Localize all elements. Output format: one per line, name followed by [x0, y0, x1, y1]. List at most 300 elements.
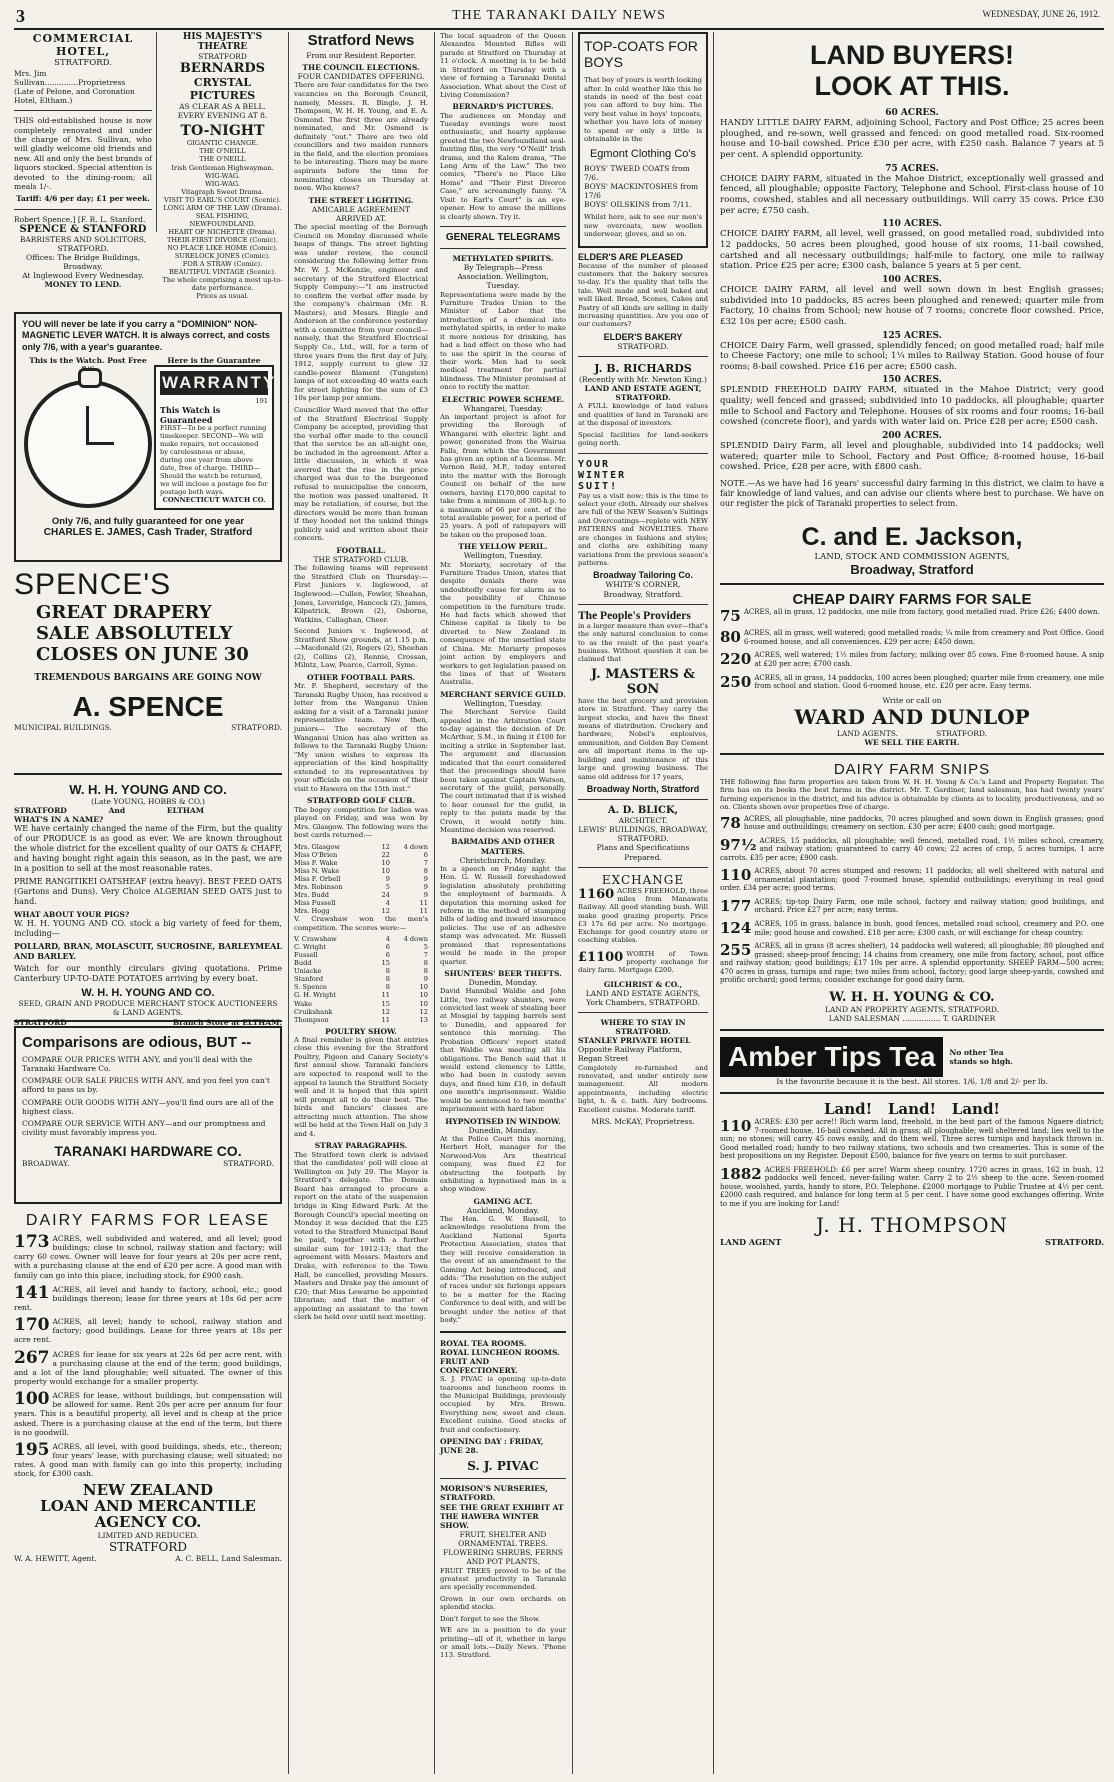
- farm-description: HANDY LITTLE DAIRY FARM, adjoining School, Factory and Post Office; 25 acres been ploughed, and re-sown, well grassed and fenced: on good metalled road. Six-roomed house and 10-bail cowshed. Price £30 per acre, with £250 cash. Balance 7 years at 5 per cent. A splendid opportunity.: [720, 118, 1104, 160]
- farm-acres-heading: 150 ACRES.: [882, 375, 942, 386]
- winter-body: Pay us a visit now; this is the time to select your cloth. Already our shelves are full of the NEW Season's Suitings and Overcoatings—replete with NEW PATTERNS and NOVELTIES. There are changes in fashions and styles; and cloths are exhibiting many variations from the previous season's patterns.: [578, 491, 708, 567]
- theatre-every: EVERY EVENING AT 8.: [177, 111, 268, 121]
- blick-address: LEWIS' BUILDINGS, BROADWAY, STRATFORD.: [578, 825, 708, 844]
- solicitor-money: MONEY TO LEND.: [44, 280, 122, 290]
- snips-salesman: LAND SALESMAN ................ T. GARDINER: [828, 1013, 996, 1023]
- golf-player: Stanford: [294, 975, 324, 984]
- golf-result: 9: [423, 874, 428, 883]
- pivac-name: S. J. PIVAC: [467, 1459, 539, 1474]
- ward-write: Write or call on: [882, 695, 942, 705]
- news-poultry: A final reminder is given that entries close this evening for the Stratford Poultry, Pigeon and Canary Society's first annual show. Taranaki fanciers are expected to respond well to the appeal to launch the Stratford Society well and it is hoped that this spirit will prompt all to do their best. The birds and fanciers' classes are attracting much attention. The show will be held at the Town Hall on July 3 and 4.: [294, 1035, 428, 1138]
- golf-handicap: 10: [381, 866, 390, 875]
- farms-lease-title: DAIRY FARMS FOR LEASE: [25, 1212, 271, 1229]
- lease-acres: 170: [14, 1315, 50, 1336]
- golf-handicap: 12: [381, 1007, 390, 1016]
- nzlm-line3: AGENCY CO.: [94, 1512, 202, 1531]
- blick-role: ARCHITECT.: [618, 815, 668, 825]
- farm-text: ACRES FREEHOLD: £6 per acre! Warm sheep country. 1720 acres in grass, 162 in bush, 12 paddocks well fenced, never-failing water. Carry 2 to 2½ sheep to the acre. Seven-roomed house, woolshed, yards, handy to store, P.O. Telephone. £2000 mortgage to Public Trustee at 4½ per cent. £2000 cash required, and balance for long term at 5 per cent. I have some good exchanges offering. Write to me if you are looking for Land!: [720, 1165, 1104, 1208]
- young-para4: POLLARD, BRAN, MOLASCUIT, SUCROSINE, BARLEYMEAL AND BARLEY.: [14, 940, 282, 961]
- tearooms-title2: ROYAL LUNCHEON ROOMS.: [440, 1347, 560, 1357]
- golf-result: 9: [423, 891, 428, 900]
- tearooms-opening: OPENING DAY : FRIDAY, JUNE 28.: [440, 1437, 544, 1456]
- spence-name: SPENCE'S: [14, 568, 172, 601]
- cheap-farms-title: CHEAP DAIRY FARMS FOR SALE: [792, 591, 1032, 609]
- young-question2: WHAT ABOUT YOUR PIGS?: [14, 909, 130, 919]
- golf-score-row: [294, 875, 428, 883]
- subheading-council: FOUR CANDIDATES OFFERING.: [297, 72, 425, 82]
- young-foot-left: STRATFORD: [14, 1017, 67, 1027]
- heading-hypnotised: HYPNOTISED IN WINDOW.: [445, 1116, 561, 1126]
- nursery-para3: Don't forget to see the Show.: [440, 1614, 541, 1623]
- heading-methylated: METHYLATED SPIRITS.: [452, 254, 554, 263]
- column-rule: [572, 32, 573, 1774]
- column-telegrams: [440, 32, 566, 1774]
- program-line: VISIT TO EARL'S COURT (Scenic).: [164, 195, 281, 204]
- farm-acres-heading: 110 ACRES.: [882, 219, 942, 230]
- hardware-line4: COMPARE OUR SERVICE WITH ANY—and our promptness and civility must favorably impress you.: [22, 1118, 266, 1137]
- nzlm-line1: NEW ZEALAND: [82, 1481, 214, 1500]
- news-methylated: Representations were made by the Furniture Trades Union to the Minister of Labor that the introduction of a chemical into methylated spirits, in order to make it more noxious for drinking, has had a bad effect on those who had to use the spirit in the course of their work. Men had to seek medical treatment for partial blindness. The Minister promised at once to rectify the matter.: [440, 290, 566, 392]
- farm-acres: 255: [720, 941, 752, 960]
- young-late: (Late YOUNG, HOBBS & CO.): [91, 797, 205, 806]
- theatre-program: [162, 139, 283, 300]
- masthead: [14, 6, 1104, 30]
- snips-list: [720, 815, 1104, 985]
- dateline-merchant: Wellington, Tuesday.: [463, 698, 543, 708]
- farm-acres: 75: [720, 607, 741, 626]
- exchange2-text: WORTH of Town property exchange for dairy farm. Mortgage £200.: [578, 949, 708, 975]
- golf-result: 12: [419, 1007, 428, 1016]
- golf-score-row: [294, 899, 428, 907]
- golf-player: Wake: [294, 999, 313, 1008]
- amber-title: Amber Tips Tea: [720, 1037, 943, 1077]
- farm-text: ACRES, all in grass (8 acres shelter), 14 paddocks well watered; all ploughable; 80 ploughed and grassed; sheep-proof fencing; 14 chains from creamery, one mile from factory, school, post office and railway station; good buildings; £17 10s per acre. A splendid opportunity. SHEEP FARM—500 acres; 470 acres in grass, turnips and rape; two miles from school, factory; good large sheep-yards, cowshed and prolific orchard; good terms; consider exchange for good dairy farm.: [720, 942, 1104, 985]
- spence-address: MUNICIPAL BUILDINGS.: [14, 723, 112, 732]
- snips-intro: THE following fine farm properties are taken from W. H. H. Young & Co.'s Land and Property Register. The firm has on its books the best farms in the district. Mr. T. Gardiner, land salesman, has had twenty years' farming experience in the district, and his advice is obtainable by clients as to locality, productiveness, and so on. Clients shown over properties free of charge.: [720, 778, 1104, 812]
- dateline-shunters: Dunedin, Monday.: [468, 978, 538, 988]
- dateline-electric: Whangarei, Tuesday.: [463, 403, 543, 413]
- golf-result: 10: [419, 999, 428, 1008]
- golf-result: 11: [419, 907, 428, 916]
- golf-handicap: 8: [385, 983, 390, 992]
- heading-golf: STRATFORD GOLF CLUB.: [307, 796, 415, 806]
- land-look-title: LOOK AT THIS.: [814, 71, 1010, 101]
- nursery-list2: FLOWERING SHRUBS, FERNS AND POT PLANTS.: [443, 1548, 563, 1567]
- farm-listing: [720, 867, 1104, 893]
- program-line: LONG ARM OF THE LAW (Drama).: [163, 203, 282, 212]
- farm-listing: [720, 898, 1104, 915]
- lease-acres: 100: [14, 1389, 50, 1410]
- lease-text: ACRES, all level, with good buildings, sheds, etc., thereon; four years' lease, with purchasing clause; well situated; no rates. A good man with family can go into this property, including stock, for £300 cash.: [14, 1441, 282, 1479]
- blick-name: A. D. BLICK,: [607, 804, 679, 816]
- golf-player: Miss N. Wake: [294, 866, 340, 875]
- jackson-name: C. and E. Jackson,: [801, 522, 1023, 551]
- golf-scores-men: [294, 935, 428, 1023]
- heading-lighting: THE STREET LIGHTING.: [308, 195, 414, 205]
- golf-handicap: 4: [385, 935, 390, 944]
- golf-score-row: [294, 959, 428, 967]
- golf-result: 10: [419, 983, 428, 992]
- tailoring-corner: WHITE'S CORNER,: [605, 580, 681, 590]
- golf-result: 9: [423, 883, 428, 891]
- watch-seller: CHARLES E. JAMES, Cash Trader, Stratford: [43, 527, 253, 539]
- golf-player: Miss Fussell: [294, 899, 336, 908]
- news-golf-men: V. Crawshaw won the men's competition. The scores were:—: [294, 915, 428, 932]
- farm-acres: 220: [720, 650, 752, 669]
- golf-player: Mrs. Budd: [294, 891, 330, 900]
- program-line: The whole comprising a most up-to-date performance.: [162, 275, 283, 292]
- issue-date: WEDNESDAY, JUNE 26, 1912.: [982, 9, 1100, 19]
- hotel-late: (Late of Pelone, and Coronation Hotel, Eltham.): [14, 86, 135, 106]
- young-para3: W. H. H. YOUNG AND CO. stock a big variety of feed for them, including—: [14, 918, 282, 938]
- golf-result: 6: [423, 850, 428, 859]
- golf-result: 4 down: [403, 935, 428, 944]
- farm-acres-heading: 60 ACRES.: [885, 108, 939, 118]
- watch-ad: [14, 312, 282, 562]
- golf-result: 8: [423, 866, 428, 875]
- hardware-town: STRATFORD.: [223, 1159, 274, 1169]
- golf-player: Fussell: [294, 951, 318, 960]
- watch-footer: Only 7/6, and fully guaranteed for one year: [51, 516, 245, 528]
- lease-item: [14, 1391, 282, 1437]
- golf-handicap: 10: [381, 858, 390, 867]
- golf-score-row: [294, 843, 428, 851]
- masters-address: Broadway North, Stratford: [586, 783, 700, 794]
- program-line: FOR A STRAW (Comic).: [182, 259, 263, 268]
- program-line: GIGANTIC CHANGE.: [186, 139, 259, 148]
- stanley-name: STANLEY PRIVATE HOTEL: [578, 1036, 691, 1046]
- farm-description: CHOICE DAIRY FARM, all level and well sown down in best English grasses; subdivided into 10 paddocks, 85 acres been ploughed and renewed; quarter mile from Factory, 10 chains from School; new house of 7 rooms; concrete floor cowshed. Price, £32 10s per acre; £500 cash.: [720, 284, 1104, 327]
- amber-tagline: Is the favourite because it is the best. All stores. 1/6, 1/8 and 2/- per lb.: [776, 1077, 1048, 1087]
- blick-plans: Plans and Specifications Prepared.: [596, 843, 690, 862]
- jackson-note: NOTE.—As we have had 16 years' successful dairy farming in this district, we claim to have a fair knowledge of land values, and can advise our clients where best to purchase. We have on our register the pick of Taranaki properties to select from.: [720, 479, 1104, 508]
- nursery-title: MORISON'S NURSERIES, STRATFORD.: [440, 1484, 548, 1503]
- golf-score-row: [294, 983, 428, 991]
- spence-ad: [14, 568, 282, 775]
- thompson-town: STRATFORD.: [1045, 1237, 1104, 1248]
- richards-name: J. B. RICHARDS: [594, 362, 692, 376]
- farm-listing: [720, 942, 1104, 985]
- program-line: Prices as usual.: [196, 292, 249, 301]
- golf-score-row: [294, 907, 428, 915]
- topcoats-line3: BOYS' OILSKINS from 7/11.: [584, 200, 692, 210]
- column-one: [14, 32, 282, 1774]
- young-towns: STRATFORD And ELTHAM: [14, 806, 205, 816]
- snips-role: LAND AN PROPERTY AGENTS, STRATFORD.: [825, 1004, 999, 1014]
- farm-description: SPLENDID Dairy Farm, all level and ploughable, subdivided into 14 paddocks; well watered; quarter mile to School, Factory and Post Office; 8-roomed house, 16-bail cowshed. Price, £28 per acre, with £800 cash.: [720, 441, 1104, 473]
- golf-player: Budd: [294, 959, 312, 968]
- masters-name: J. MASTERS & SON: [590, 666, 696, 697]
- richards-special: Special facilities for land-seekers going north.: [578, 430, 708, 448]
- golf-score-row: [294, 1000, 428, 1008]
- amber-ad: [720, 1037, 1104, 1077]
- heading-stray: STRAY PARAGRAPHS.: [314, 1141, 408, 1151]
- warranty-year: 191: [255, 397, 268, 406]
- heading-other-football: OTHER FOOTBALL PARS.: [307, 673, 415, 682]
- news-gaming: The Hon. G. W. Russell, to acknowledge resolutions from the Auckland National Sports Protection Association, states that they will receive consideration in the event of an amendment to the Gaming Act being introduced, and adds: "The resolution on the subject of races under six furlongs appears to be a matter for the Racing Conference to deal with, and will be brought under the notice of that body.": [440, 1215, 566, 1325]
- elders-town: STRATFORD.: [617, 341, 669, 351]
- golf-player: Cruikshank: [294, 1007, 333, 1016]
- news-bernards: The audiences on Monday and Tuesday evenings were most enthusiastic, and hearty applause greeted the two Newfoundland seal-hunting film, the very "O'Neill" Irish drama, and the Kalem drama, "The Long Arm of the Law." The two comics, "There's no Place Like Home" and "Their First Divorce Case," are screamingly funny. "A Visit to Earl's Court" is an eye-opener. How to amuse the millions is clearly shown. Try it.: [440, 111, 566, 221]
- elders-brand: ELDER'S BAKERY: [603, 331, 683, 342]
- watch-headline: YOU will never be late if you carry a "DOMINION" NON-MAGNETIC LEVER WATCH. It is always correct, and costs only 7/6, with a year's guarantee.: [22, 319, 270, 352]
- golf-player: Mrs. Robinson: [294, 883, 343, 891]
- nzlm-town: STRATFORD: [108, 1539, 188, 1554]
- solicitor-role: BARRISTERS AND SOLICITORS, STRATFORD.: [19, 234, 147, 253]
- tailoring-brand: Broadway Tailoring Co.: [593, 570, 693, 581]
- news-council: There are four candidates for the two vacancies on the Borough Council, namely, Messrs. R. Bingle, J. H. Thompson, W. H. H. Young, and E. A. Osmond. The first three are already nominated, and Mr. Osmond is definitely "out." There are two old councillors and two maiden runners in the field, and the election promises to be interesting. There may be more aspirants before the time for nominating closes on Thursday at noon. Who knows?: [294, 81, 428, 193]
- farm-acres: 110: [720, 1117, 752, 1136]
- young-name2: W. H. H. YOUNG AND CO.: [81, 987, 215, 1000]
- golf-score-row: [294, 867, 428, 875]
- column-five: [578, 32, 708, 1774]
- heading-shunters: SHUNTERS' BEER THEFTS.: [444, 968, 562, 978]
- program-line: WIG-WAG.: [205, 171, 240, 180]
- golf-player: G. H. Wright: [294, 991, 337, 1000]
- farm-acres: 124: [720, 919, 752, 938]
- farm-text: ACRES, about 70 acres stumped and resown; 11 paddocks; all well sheltered with natural and ornamental plantation; good 7-roomed house, splendid outbuildings; everything in real good order. £34 per acre; good terms.: [720, 867, 1104, 893]
- land-farms-list: [720, 108, 1104, 473]
- hardware-ad: [14, 1026, 282, 1204]
- providers-body: in a larger measure than ever—that's the only natural conclusion to come to as the result of the past year's business. Without question it can be claimed that: [578, 621, 708, 664]
- golf-score-row: [294, 1008, 428, 1016]
- nursery-list1: FRUIT, SHELTER AND ORNAMENTAL TREES.: [458, 1530, 548, 1549]
- news-yellow-peril: Mr. Moriarty, secretary of the Furniture Trades Union, states that despite denials there was undoubtedly cause for alarm as to the possibility of Chinese competition in the furniture trade. He had facts which showed that Chinese capital is likely to be diverted to New Zealand in consequence of the unsettled state of China. Mr. Moriarty proposes joint action by employers and workers to get legislation passed on the lines of that of Western Australia.: [440, 560, 566, 687]
- program-line: THEIR FIRST DIVORCE (Comic).: [167, 235, 278, 244]
- spence-line3: CLOSES ON JUNE 30: [36, 644, 249, 665]
- farm-listing: [720, 608, 1104, 624]
- young-name: W. H. H. YOUNG AND CO.: [69, 782, 227, 797]
- golf-player: Miss F. Wake: [294, 858, 338, 867]
- thompson-list: [720, 1118, 1104, 1208]
- golf-result: 7: [423, 858, 428, 867]
- farm-acres: 1882: [720, 1164, 762, 1183]
- golf-score-row: [294, 975, 428, 983]
- golf-result: 8: [423, 959, 428, 968]
- subheading-lighting: AMICABLE AGREEMENT ARRIVED AT.: [311, 204, 411, 224]
- ward-tag: WE SELL THE EARTH.: [864, 737, 960, 747]
- hardware-title: Comparisons are odious, BUT --: [22, 1034, 252, 1051]
- farm-text: ACRES, all in grass, well watered; good metalled roads; ¼ mile from creamery and Post Office. Good 6-roomed house, and all conveniences. £29 per acre; £450 down.: [743, 629, 1104, 646]
- winter-line3: SUIT!: [578, 480, 619, 492]
- golf-score-row: [294, 851, 428, 859]
- farm-acres: 97½: [720, 835, 757, 854]
- exchange2-value: £1100: [578, 949, 624, 965]
- winter-line1: YOUR: [578, 458, 611, 470]
- young-para5: Watch for our monthly circulars giving quotations. Prime Canterbury UP-TO-DATE POTATOES arriving by every boat.: [14, 964, 282, 984]
- snips-brand: W. H. H. YOUNG & CO.: [829, 989, 995, 1005]
- richards-sub: (Recently with Mr. Newton King.): [579, 375, 707, 385]
- spence-town: STRATFORD.: [231, 723, 282, 732]
- solicitor-offices: Offices: The Bridge Buildings, Broadway.: [25, 253, 141, 272]
- nzlm-agent: W. A. HEWITT, Agent.: [14, 1553, 97, 1563]
- golf-score-row: [294, 951, 428, 959]
- heading-gaming: GAMING ACT.: [473, 1196, 533, 1206]
- stanley-address: Opposite Railway Platform, Regan Street: [578, 1045, 683, 1064]
- golf-player: C. Wright: [294, 943, 326, 952]
- golf-result: 4 down: [403, 842, 428, 851]
- thompson-role: LAND AGENT: [720, 1237, 782, 1248]
- stay-title: WHERE TO STAY IN STRATFORD.: [600, 1017, 686, 1037]
- farm-text: ACRES, 15 paddocks, all ploughable; well fenced, metalled road, 1½ miles school, creamery, and railway station; guaranteed to carry 40 cows; 22 acres of crop, 5 acres turnips, 1 acre carrots. £35 per acre; £900 cash.: [720, 836, 1104, 862]
- golf-player: S. Spence: [294, 983, 327, 992]
- farm-text: ACRES; tip-top Dairy Farm, one mile school, factory and railway station; good buildings, and orchard. Price £27 per acre; easy terms.: [754, 897, 1104, 915]
- printing-notice: WE are in a position to do your printing—all of it, whether in large or small lots.—Daily News. 'Phone 113. Stratford.: [440, 1626, 566, 1660]
- farm-acres-heading: 100 ACRES.: [882, 274, 942, 285]
- tailoring-town: Broadway, Stratford.: [603, 589, 683, 599]
- news-barmaids: In a speech on Friday night the Hon. G. W. Russell foreshadowed legislation absolutely prohibiting the employment of barmaids. A deputation this morning asked for reform in the method of stamping bills of lading and inward insurance policies. The use of an adhesive stamp was advocated. Mr. Russell promised that representations would be made in the proper quarter.: [440, 864, 566, 966]
- golf-player: V. Crawshaw: [294, 935, 337, 944]
- richards-role: LAND AND ESTATE AGENT, STRATFORD.: [584, 384, 702, 403]
- farm-acres: 80: [720, 628, 741, 647]
- farm-text: ACRES, all in grass, 12 paddocks, one mile from factory, good metalled road. Price £26; £400 down.: [743, 608, 1100, 617]
- dateline-yellow-peril: Wellington, Tuesday.: [463, 551, 543, 561]
- golf-player: Miss O'Brien: [294, 850, 338, 859]
- farm-text: ACRES, 105 in grass, balance in bush, good fences, metalled road school, creamery and P.O. one mile; good house and cowshed. £18 per acre; £300 cash, or will exchange for cheap country.: [754, 920, 1104, 937]
- golf-score-row: [294, 883, 428, 891]
- program-line: Irish Gentleman Highwayman.: [171, 163, 274, 172]
- jackson-role: LAND, STOCK AND COMMISSION AGENTS,: [814, 551, 1010, 562]
- heading-merchant: MERCHANT SERVICE GUILD.: [440, 689, 566, 699]
- farm-description: SPLENDID FREEHOLD DAIRY FARM, situated in the Mahoe District; very good quality; well fenced and grassed; subdivided into 10 paddocks, all ploughable; quarter mile to School and Factory and Telephone. Houses of six rooms and four rooms; 16-bail cowshed (concrete floor), and yards with water laid on. Price £28 per acre; £500 cash.: [720, 385, 1104, 428]
- nursery-para1: FRUIT TREES proved to be of the greatest productivity in Taranaki are specially recommended.: [440, 1566, 566, 1592]
- program-line: SEAL FISHING, NEWFOUNDLAND.: [189, 211, 256, 228]
- newspaper-title: THE TARANAKI DAILY NEWS: [452, 8, 666, 23]
- hardware-brand: TARANAKI HARDWARE CO.: [54, 1143, 242, 1160]
- exchange1-acres: 1160: [578, 886, 615, 902]
- farm-description: CHOICE Dairy Farm, well grassed, splendidly fenced; on good metalled road; half mile to Cheese Factory; one mile to school; 1¼ miles to Railway Station. Good house of four rooms; 8-bail cowshed. Price £16 per acre; £500 cash.: [720, 340, 1104, 372]
- lease-acres: 173: [14, 1232, 50, 1252]
- golf-handicap: 22: [381, 850, 390, 859]
- young-para2: PRIME RANGITIKEI OATSHEAF (extra heavy). BEST FEED OATS (Gartons and Duns). Very Choice ALGERIAN SEED OATS just to hand.: [14, 876, 282, 906]
- warranty-card: [154, 365, 277, 511]
- dateline-gaming: Auckland, Monday.: [466, 1205, 540, 1215]
- farm-acres-heading: 200 ACRES.: [882, 431, 942, 442]
- spence-brand: A. SPENCE: [72, 691, 224, 722]
- farm-acres: 177: [720, 896, 752, 915]
- farm-listing: [720, 815, 1104, 832]
- hotel-proprietor: Mrs. Jim Sullivan..............Proprietress: [14, 68, 126, 87]
- solicitor-names: Robert Spence,] [F. R. L. Stanford.: [14, 214, 146, 224]
- farm-text: ACRES: £30 per acre!! Rich warm land, freehold, in the best part of the famous Ngaere district; 7-roomed house, 16-bail cowshed. All in grass; all ploughable; well sheltered land; lies well to the sun; no stones; will carry 45 cows easily, and do them well. Three acres turnips and haystack thrown in. Good metalled road; handy to two railway stations, two schools and two creameries. This is some of the best propositions on my Register. Deposit £500, balance for five years on terms to suit purchaser.: [720, 1118, 1104, 1161]
- elders-body: Because of the number of pleased customers that the bakery secures to-day. It's the quality that tells the tale. Well made and well baked and well liked. Bread, Scones, Cakes and Pastry of all kinds are selling in daily increasing quantities. Are you one of our customers?: [578, 261, 708, 329]
- lease-acres: 267: [14, 1347, 50, 1368]
- young-question1: WHAT'S IN A NAME?: [14, 815, 104, 825]
- warranty-company: CONNECTICUT WATCH CO.: [162, 495, 266, 504]
- farm-listing: [720, 1166, 1104, 1209]
- farm-acres: 250: [720, 672, 752, 691]
- golf-handicap: 12: [381, 907, 390, 916]
- golf-handicap: 6: [385, 943, 390, 952]
- nzlm-line2: LOAN AND MERCANTILE: [40, 1497, 256, 1516]
- ward-name: WARD AND DUNLOP: [794, 704, 1030, 729]
- tearooms-body: S. J. PIVAC is opening up-to-date tearooms and luncheon rooms in the Municipal Buildings, previously occupied by Mrs. Brown. Everything new, sweet and clean. Excellent cuisine. Good stocks of fruit and confectionery.: [440, 1375, 566, 1434]
- program-line: BEAUTIFUL VINTAGE (Scenic).: [168, 267, 277, 276]
- hardware-line2: COMPARE OUR SALE PRICES WITH ANY, and you feel you can't afford to pass us by.: [22, 1076, 270, 1095]
- heading-football: FOOTBALL.: [336, 545, 386, 555]
- topcoats-footer: Whilst here, ask to see our men's new overcoats, new woollen underwear, gloves, and so on.: [584, 213, 702, 239]
- farms-lease-ad: [14, 1212, 282, 1772]
- news-golf: The bogey competition for ladies was played on Friday, and was won by Mrs. Glasgow. The following were the best cards returned:—: [294, 805, 428, 840]
- solicitor-firm: SPENCE & STANFORD: [19, 223, 147, 235]
- dateline-hypnotised: Dunedin, Monday.: [468, 1125, 538, 1135]
- lease-acres: 141: [14, 1282, 50, 1303]
- news-football-2: Second Juniors v. Inglewood, at Stratford Show grounds, at 1.15 p.m.—Macdonald (2), Rogers (2), Sheehan (2), Collins (2), Rennie, Crossan, Milntz, Law, Pearce, Carroll, Syme.: [294, 627, 428, 670]
- young-ad: [14, 782, 282, 1027]
- hotel-ad: [14, 32, 156, 290]
- elders-title: ELDER'S ARE PLEASED: [578, 251, 683, 262]
- theatre-town: STRATFORD: [198, 52, 247, 61]
- farm-listing: [720, 651, 1104, 668]
- golf-handicap: 15: [381, 959, 390, 968]
- nzlm-limited: LIMITED AND REDUCED.: [97, 1530, 199, 1540]
- lease-item: [14, 1347, 282, 1387]
- golf-player: Uniacke: [294, 967, 322, 976]
- heading-poultry: POULTRY SHOW.: [325, 1026, 397, 1036]
- young-para1: WE have certainly changed the name of the Firm, but the quality of our PRODUCE is as good as ever. We are known throughout the whole district for the excellent quality of our OATS & CHAFF, and having bought right again this season, as in the past, we are in a position to sell at the most reasonable rates.: [14, 824, 282, 874]
- news-electric: An important project is afoot for providing the Borough of Whangarei with electric light and power, generated from the Wairua Falls, from which the Government has given an option of a license. Mr. Vernon Reid, M.P., today entered into the matter with the Borough Council on behalf of the new owners, having £170,000 capital to take from a minimum of 300-h.p. to a maximum of 66 per cent. of the total available power, for a period of 25 years. A poll of ratepayers will be taken on the proposed loan.: [440, 412, 566, 539]
- golf-player: Mrs. Glasgow: [294, 842, 341, 851]
- lease-text: ACRES, all level; handy to school, railway station and factory; good buildings. Lease for three years at 18s per acre rent.: [14, 1317, 282, 1345]
- column-land: [720, 32, 1104, 1774]
- golf-handicap: 24: [381, 891, 390, 900]
- news-lighting-2: Councillor Ward moved that the offer of the Stratford Electrical Supply Company be accepted, providing that the verbal offer made to the council that the service be an all-night one, be included in the agreement. After a little discussion, in which it was averred that the rise in the price charged was due to the burgeoned refusal to municipalise the concern, the motion was passed unaltered. It may be retaliation, of course, but the directors would be more than human if they hooded not the unkind things publicly said and written about their concern.: [294, 405, 428, 543]
- spence-line2: SALE ABSOLUTELY: [36, 623, 233, 644]
- heading-council: THE COUNCIL ELECTIONS.: [302, 63, 420, 73]
- golf-scores-ladies: [294, 843, 428, 915]
- theatre-company: BERNARDS: [179, 61, 266, 77]
- golf-score-row: [294, 859, 428, 867]
- column-rule: [288, 32, 289, 1774]
- richards-body: A FULL knowledge of land values and qualities of land in Taranaki are at the disposal of investors.: [578, 402, 708, 428]
- program-line: Vitagraph Sweet Drama.: [181, 187, 264, 196]
- topcoats-line1: BOYS' TWEED COATS from 7/6.: [584, 163, 690, 182]
- warranty-title: WARRANTY: [160, 371, 268, 395]
- lease-item: [14, 1317, 282, 1344]
- nzlm-salesman: A. C. BELL, Land Salesman.: [175, 1553, 282, 1563]
- golf-handicap: 15: [381, 999, 390, 1008]
- solicitor-inglewood: At Inglewood Every Wednesday.: [22, 271, 144, 281]
- heading-bernards: BERNARD'S PICTURES.: [452, 102, 554, 112]
- tearooms-title3: FRUIT AND CONFECTIONERY.: [440, 1356, 518, 1375]
- heading-electric: ELECTRIC POWER SCHEME.: [441, 394, 565, 404]
- hardware-line1: COMPARE OUR PRICES WITH ANY, and you'll deal with the Taranaki Hardware Co.: [22, 1055, 253, 1074]
- guarantee-caption: Here is the Guarantee: [167, 355, 261, 365]
- winter-line2: WINTER: [578, 469, 627, 481]
- lease-text: ACRES, all level and handy to factory, school, etc.; good buildings thereon; lease for three years at 18s 6d per acre rent.: [14, 1284, 282, 1312]
- golf-handicap: 9: [385, 874, 390, 883]
- golf-result: 8: [423, 967, 428, 976]
- providers-title: The People's Providers: [578, 609, 691, 622]
- spence-bargains: TREMENDOUS BARGAINS ARE GOING NOW: [34, 673, 262, 683]
- snips-title: DAIRY FARM SNIPS: [833, 761, 991, 779]
- lease-item: [14, 1234, 282, 1280]
- golf-result: 7: [423, 951, 428, 960]
- golf-handicap: 5: [385, 883, 390, 891]
- thompson-name: J. H. THOMPSON: [815, 1213, 1009, 1238]
- golf-score-row: [294, 991, 428, 999]
- farm-acres: 110: [720, 866, 752, 885]
- news-local: The local squadron of the Queen Alexandra Mounted Rifles will parade at Stratford on Thursday at 11 o'clock. A meeting is to be held in Stratford on Thursday with a view of forming a Taranaki Dental Association. What about the Cost of Living Commission?: [440, 32, 566, 99]
- lease-text: ACRES, well subdivided and watered, and all level; good buildings; close to school, railway station and factory; will carry 60 cows. Owner will leave for four years at 20s per acre rent, with a purchasing clause at the end of £20 per acre. A good man with family can go into this place, including stock, for £900 cash.: [14, 1234, 282, 1280]
- topcoats-body: That boy of yours is worth looking after. In cold weather like this he stands in need of the best coat you can afford to buy him. The very best value in boys' topcoats, whether you have lots of money to spend or only a little is obtainable in the: [584, 76, 702, 144]
- reporter-line: From our Resident Reporter.: [306, 51, 416, 60]
- golf-player: Mrs. Hogg: [294, 907, 330, 916]
- lease-text: ACRES for lease for six years at 22s 6d per acre rent, with a purchasing clause at the end of the term; good buildings, and a lot of the land ploughable; well situated. The owner of this property would exchange for a smaller property.: [14, 1349, 282, 1386]
- golf-handicap: 11: [381, 991, 390, 1000]
- masters-body: have the best grocery and provision store in Stratford. They carry the largest stocks, and have the finest means of distribution. Crockery and hardware, Nobel's explosives, ammunition, and Golden Bay Cement are all important items in the up-building and maintenance of this large and growing business. The same old address for 17 years,: [578, 696, 708, 781]
- program-line: THE O'NEILL: [199, 155, 246, 164]
